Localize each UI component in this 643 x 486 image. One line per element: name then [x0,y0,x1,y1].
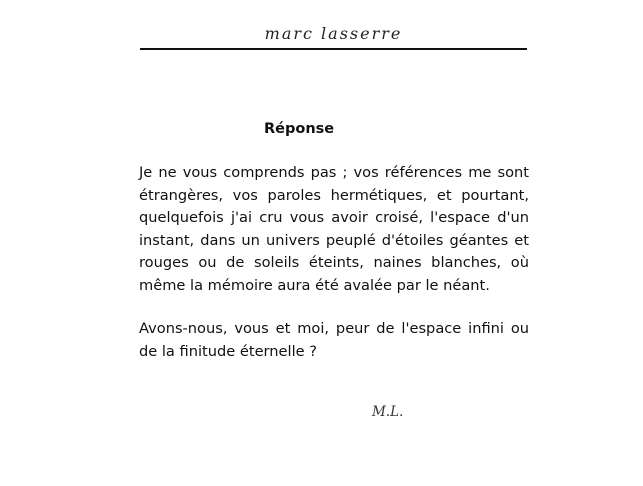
poem-paragraph-1: Je ne vous comprends pas ; vos références me sont étrangères, vos paroles hermétiques, et pourtant, quelquefois j'ai cru vous avoir croisé, l'espace d'un instant, dans un univers peuplé d'étoiles géantes et rouges ou de soleils éteints, naines blanches, où même la mémoire aura été avalée par le néant. [139,164,529,294]
poem-title: Réponse [264,121,335,137]
header-divider [140,48,527,50]
signature-initials: M.L. [372,404,404,420]
poem-paragraph-2: Avons-nous, vous et moi, peur de l'espace infini ou de la finitude éternelle ? [139,320,529,360]
header-author-name: marc lasserre [264,24,403,43]
